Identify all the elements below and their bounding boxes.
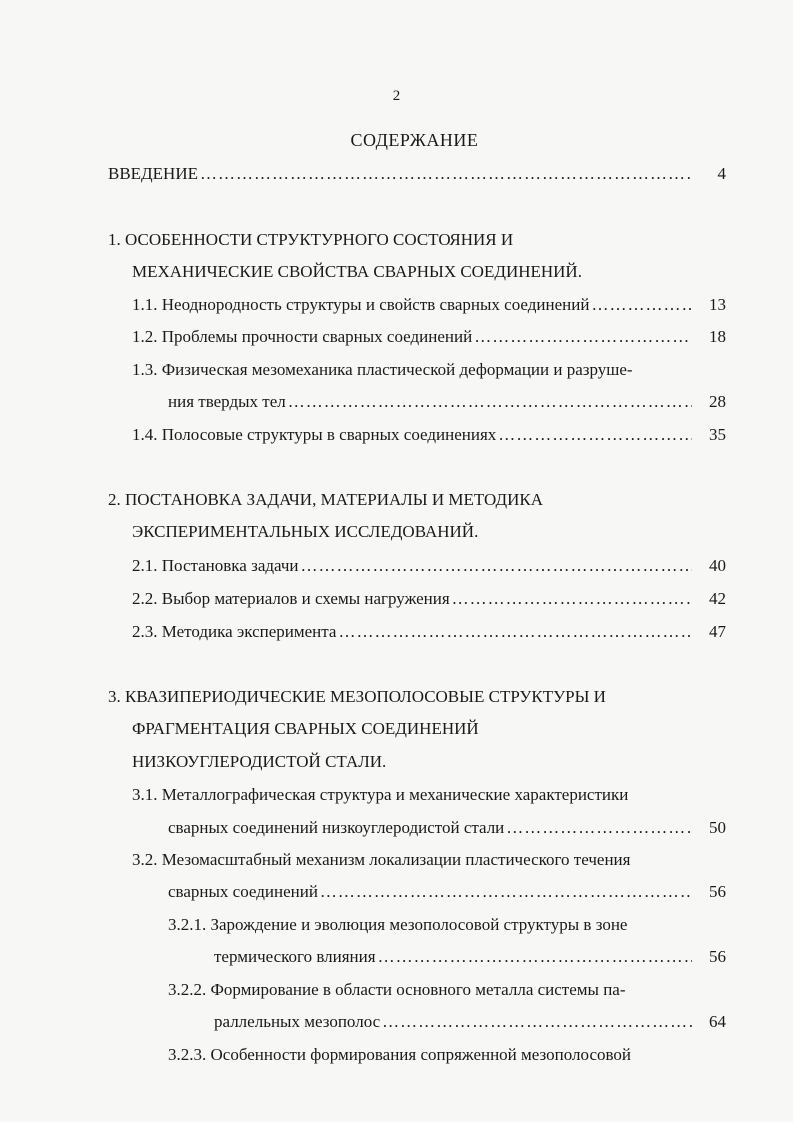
chapter-3-heading: 3. КВАЗИПЕРИОДИЧЕСКИЕ МЕЗОПОЛОСОВЫЕ СТРУКТУРЫ И [108, 687, 606, 706]
toc-entry-2-3 [132, 620, 696, 644]
toc-page-number: 4 [717, 164, 726, 183]
toc-entry-intro [108, 162, 696, 186]
toc-entry-3-2 [168, 880, 696, 904]
page-number: 2 [392, 88, 401, 104]
toc-entry-3-2-1-line1: 3.2.1. Зарождение и эволюция мезополосовой структуры в зоне [168, 915, 628, 934]
toc-entry-2-1 [132, 554, 696, 578]
dot-leader [320, 880, 692, 904]
dot-leader [338, 620, 692, 644]
toc-entry-text: 1.4. Полосовые структуры в сварных соединениях [132, 425, 497, 444]
toc-entry-1-3 [168, 390, 696, 414]
dot-leader [498, 423, 692, 447]
chapter-3-heading-cont: ФРАГМЕНТАЦИЯ СВАРНЫХ СОЕДИНЕНИЙ [132, 719, 479, 738]
toc-entry-text: 2.3. Методика эксперимента [132, 622, 337, 641]
toc-page-number: 40 [709, 556, 726, 575]
toc-entry-3-2-2 [214, 1010, 696, 1034]
dot-leader [591, 293, 692, 317]
toc-entry-3-2-3-line1: 3.2.3. Особенности формирования сопряженной мезополосовой [168, 1045, 631, 1064]
dot-leader [378, 945, 692, 969]
dot-leader [200, 162, 692, 186]
chapter-1-heading-cont: МЕХАНИЧЕСКИЕ СВОЙСТВА СВАРНЫХ СОЕДИНЕНИЙ. [132, 262, 582, 281]
toc-entry-text: 2.1. Постановка задачи [132, 556, 299, 575]
toc-page-number: 50 [709, 818, 726, 837]
chapter-1-heading: 1. ОСОБЕННОСТИ СТРУКТУРНОГО СОСТОЯНИЯ И [108, 230, 514, 249]
dot-leader [301, 554, 692, 578]
toc-entry-3-2-2-line1: 3.2.2. Формирование в области основного металла системы па- [168, 980, 626, 999]
toc-entry-3-2-1 [214, 945, 696, 969]
toc-page-number: 13 [709, 295, 726, 314]
toc-entry-text: 1.1. Неоднородность структуры и свойств сварных соединений [132, 295, 590, 314]
toc-entry-1-4 [132, 423, 696, 447]
chapter-2-heading-cont: ЭКСПЕРИМЕНТАЛЬНЫХ ИССЛЕДОВАНИЙ. [132, 522, 479, 541]
chapter-3-heading-cont2: НИЗКОУГЛЕРОДИСТОЙ СТАЛИ. [132, 752, 387, 771]
chapter-2-heading: 2. ПОСТАНОВКА ЗАДАЧИ, МАТЕРИАЛЫ И МЕТОДИКА [108, 490, 543, 509]
toc-entry-text: раллельных мезополос [214, 1012, 381, 1031]
toc-entry-3-1-line1: 3.1. Металлографическая структура и механические характеристики [132, 785, 629, 804]
toc-entry-text: 1.2. Проблемы прочности сварных соединений [132, 327, 473, 346]
toc-entry-text: сварных соединений [168, 882, 318, 901]
toc-entry-2-2 [132, 587, 696, 611]
toc-page-number: 18 [709, 327, 726, 346]
toc-entry-1-3-line1: 1.3. Физическая мезомеханика пластической деформации и разруше- [132, 360, 633, 379]
dot-leader [506, 816, 692, 840]
dot-leader [382, 1010, 692, 1034]
toc-entry-text: сварных соединений низкоуглеродистой стали [168, 818, 505, 837]
toc-entry-3-2-line1: 3.2. Мезомасштабный механизм локализации пластического течения [132, 850, 631, 869]
toc-page-number: 56 [709, 947, 726, 966]
toc-page-number: 47 [709, 622, 726, 641]
toc-entry-1-1 [132, 293, 696, 317]
toc-entry-3-1 [168, 816, 696, 840]
page-title: СОДЕРЖАНИЕ [350, 130, 479, 150]
toc-entry-text: 2.2. Выбор материалов и схемы нагружения [132, 589, 450, 608]
dot-leader [474, 325, 692, 349]
toc-page-number: 28 [709, 392, 726, 411]
dot-leader [288, 390, 692, 414]
toc-page-number: 56 [709, 882, 726, 901]
toc-entry-1-2 [132, 325, 696, 349]
toc-page-number: 35 [709, 425, 726, 444]
toc-page-number: 64 [709, 1012, 726, 1031]
toc-page-number: 42 [709, 589, 726, 608]
toc-entry-text: ВВЕДЕНИЕ [108, 164, 198, 183]
toc-entry-text: ния твердых тел [168, 392, 286, 411]
dot-leader [452, 587, 692, 611]
toc-entry-text: термического влияния [214, 947, 376, 966]
